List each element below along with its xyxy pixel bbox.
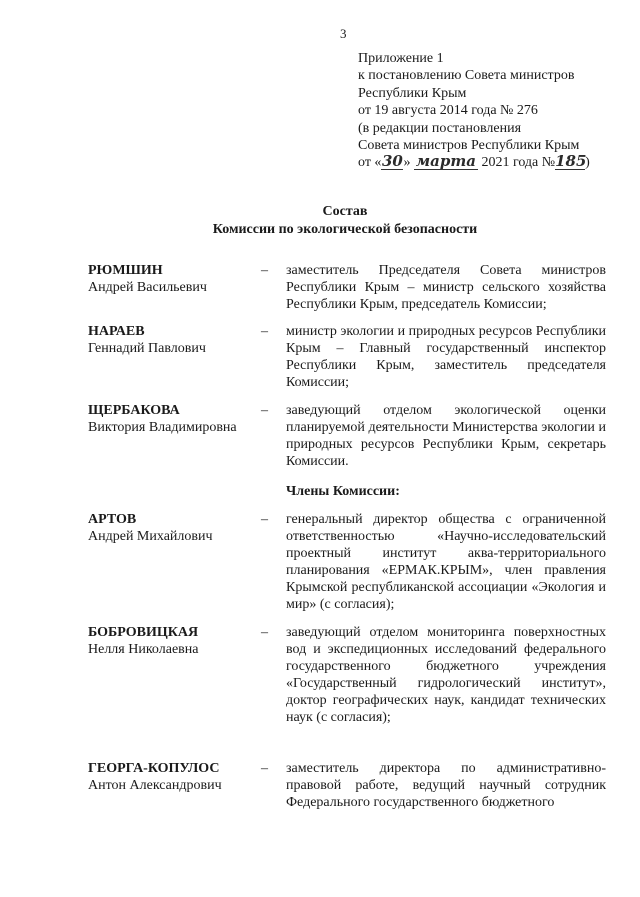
document-title <box>0 203 640 239</box>
member-name <box>88 402 258 436</box>
member-name <box>88 760 258 794</box>
dash: – <box>261 512 268 527</box>
appendix-line: Совета министров Республики Крым <box>358 138 580 154</box>
date-prefix: от « <box>358 155 382 171</box>
appendix-date-line: от «30» марта 2021 года №185) <box>358 152 590 171</box>
member-given-name: Антон Александрович <box>88 778 222 793</box>
member-surname: РЮМШИН <box>88 263 163 278</box>
appendix-line: Приложение 1 <box>358 51 444 66</box>
member-surname: НАРАЕВ <box>88 324 145 339</box>
member-role: заместитель Председателя Совета министров Республики Крым – министр сельского хозяйства Республики Крым, председатель Комиссии; <box>286 263 606 312</box>
member-surname: ЩЕРБАКОВА <box>88 403 180 418</box>
title-line: Состав <box>322 204 368 219</box>
member-surname: БОБРОВИЦКАЯ <box>88 625 199 640</box>
member-role: заместитель директора по административно-правовой работе, ведущий научный сотрудник Федерального государственного бюджетного <box>286 761 606 810</box>
dash: – <box>261 263 268 278</box>
member-given-name: Андрей Михайлович <box>88 529 213 544</box>
member-role: заведующий отделом мониторинга поверхностных вод и экспедиционных исследований федерального государственного бюджетного учреждения «Государственный гидрологический институт», доктор географических наук, кандидат технических наук (с согласия); <box>286 625 606 725</box>
dash: – <box>261 761 268 776</box>
member-surname: ГЕОРГА-КОПУЛОС <box>88 761 220 776</box>
appendix-line: Республики Крым <box>358 85 467 101</box>
member-given-name: Андрей Васильевич <box>88 280 207 295</box>
members-heading: Члены Комиссии: <box>286 484 400 499</box>
dash: – <box>261 625 268 640</box>
member-surname: АРТОВ <box>88 512 137 527</box>
handwritten-month: марта <box>415 152 476 171</box>
date-year-text: 2021 года № <box>481 155 556 171</box>
appendix-line: к постановлению Совета министров <box>358 68 575 84</box>
appendix-line: (в редакции постановления <box>358 120 522 136</box>
member-name <box>88 624 258 658</box>
dash: – <box>261 324 268 339</box>
member-given-name: Нелля Николаевна <box>88 642 199 657</box>
member-name <box>88 511 258 545</box>
member-given-name: Геннадий Павлович <box>88 341 206 356</box>
member-role: министр экологии и природных ресурсов Республики Крым – Главный государственный инспектор Республики Крым, заместитель председателя Комиссии; <box>286 324 606 390</box>
member-given-name: Виктория Владимировна <box>88 420 237 435</box>
handwritten-day: 30 <box>382 152 403 171</box>
dash: – <box>261 403 268 418</box>
handwritten-number: 185 <box>555 152 587 171</box>
member-name <box>88 323 258 357</box>
appendix-header <box>358 50 628 172</box>
appendix-line: от 19 августа 2014 года № 276 <box>358 103 538 119</box>
member-role: генеральный директор общества с ограниченной ответственностью «Научно-исследовательский проектный институт аква-территориального планирования «ЕРМАК.КРЫМ», член правления Крымской республиканской ассоциации «Экология и мир» (с согласия); <box>286 512 606 612</box>
member-name <box>88 262 258 296</box>
member-role: заведующий отделом экологической оценки планируемой деятельности Министерства экологии и природных ресурсов Республики Крым, секретарь Комиссии. <box>286 403 606 469</box>
page-number: 3 <box>340 26 347 41</box>
date-mid: » <box>403 155 414 171</box>
title-line: Комиссии по экологической безопасности <box>212 222 478 237</box>
